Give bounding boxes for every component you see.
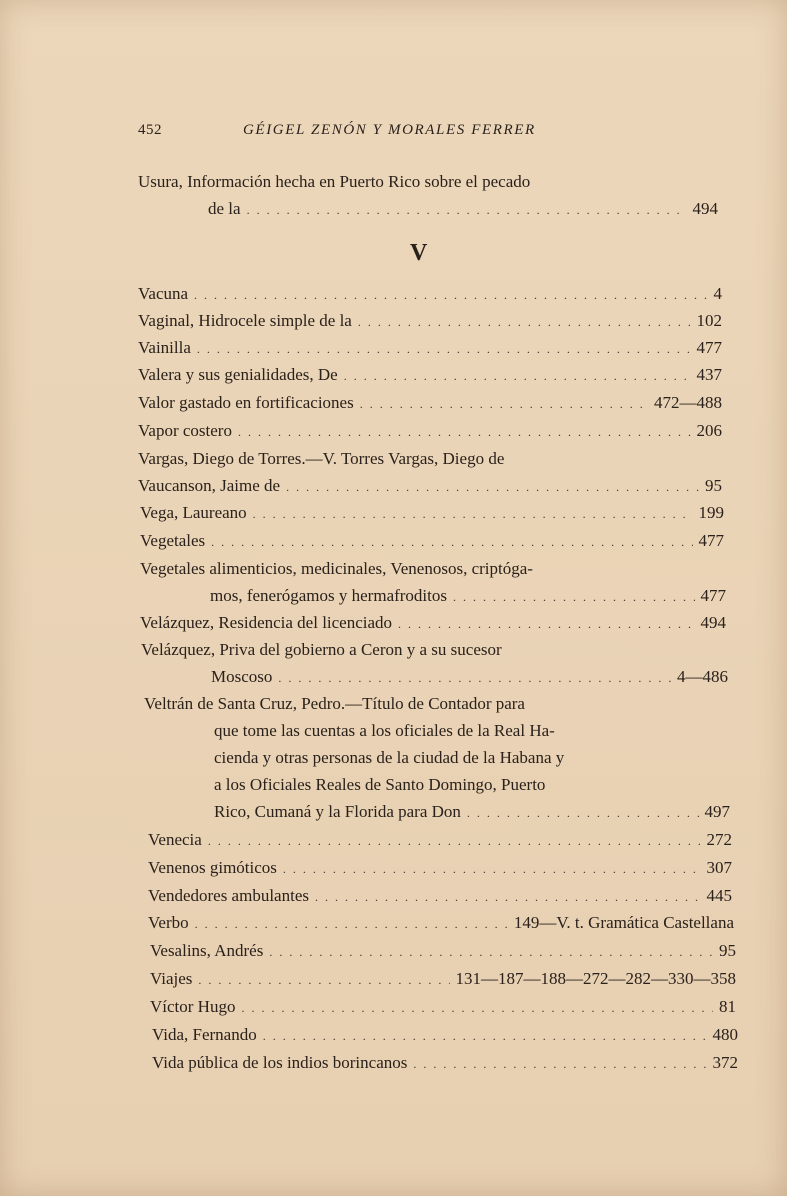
entry-text: que tome las cuentas a los oficiales de la Real Ha- [214, 721, 555, 740]
entry-line [138, 307, 722, 334]
index-entry [144, 690, 730, 825]
page-reference: 307 [706, 858, 732, 877]
leader-dots [238, 419, 691, 446]
entry-line [148, 826, 732, 853]
leader-dots [358, 309, 691, 336]
entry-text: Viajes [150, 969, 193, 988]
leader-dots [247, 197, 687, 224]
page-number: 452 [138, 122, 162, 138]
leader-dots [211, 529, 692, 556]
entry-text: Vegetales alimenticios, medicinales, Venenosos, criptóga- [140, 559, 533, 578]
page-reference: 477 [700, 586, 726, 605]
index-entry [138, 307, 722, 334]
entry-line [144, 744, 730, 771]
entry-line [138, 280, 722, 307]
entry-line [148, 882, 732, 909]
index-entry [138, 417, 722, 444]
entry-line [138, 445, 665, 472]
entry-line [138, 334, 722, 361]
leader-dots [278, 665, 671, 692]
page-reference: 437 [696, 365, 722, 384]
page-reference: 445 [706, 886, 732, 905]
entry-line [150, 965, 736, 992]
index-entry [138, 168, 718, 222]
entry-text: Vesalins, Andrés [150, 941, 264, 960]
page-reference: 199 [698, 503, 724, 522]
page-reference: 477 [696, 338, 722, 357]
entry-text: Valor gastado en fortificaciones [138, 393, 354, 412]
index-entry [138, 389, 722, 416]
leader-dots [283, 856, 701, 883]
entry-line [138, 361, 722, 388]
index-entry [138, 361, 722, 388]
entry-text: Moscoso [211, 667, 273, 686]
entry-line [138, 472, 722, 499]
entry-line [150, 993, 736, 1020]
entry-line [148, 909, 734, 936]
page-reference: 149—V. t. Gramática Castellana [513, 913, 734, 932]
page-reference: 494 [692, 199, 718, 218]
index-entry [140, 527, 724, 554]
entry-line [141, 636, 728, 663]
entry-text: Rico, Cumaná y la Florida para Don [214, 802, 461, 821]
page-reference: 206 [696, 421, 722, 440]
entry-text: Veltrán de Santa Cruz, Pedro.—Título de Contador para [144, 694, 525, 713]
leader-dots [344, 363, 691, 390]
entry-line [140, 527, 724, 554]
entry-line [140, 499, 724, 526]
entry-text: Vacuna [138, 284, 189, 303]
entry-line [140, 609, 726, 636]
entry-text: Venenos gimóticos [148, 858, 277, 877]
leader-dots [195, 911, 508, 938]
entry-line [152, 1021, 738, 1048]
index-entry [138, 472, 722, 499]
index-entry [138, 280, 722, 307]
entry-line [141, 663, 728, 690]
entry-text: Venecia [148, 830, 202, 849]
leader-dots [315, 884, 701, 911]
index-entry [148, 909, 734, 936]
entry-text: Víctor Hugo [150, 997, 236, 1016]
index-entry [150, 965, 736, 992]
entry-line [150, 937, 736, 964]
leader-dots [208, 828, 701, 855]
page-reference: 497 [704, 802, 730, 821]
page-reference: 4—486 [677, 667, 728, 686]
entry-text: Vaucanson, Jaime de [138, 476, 281, 495]
leader-dots [263, 1023, 707, 1050]
entry-line [144, 690, 730, 717]
index-entry [148, 854, 732, 881]
entry-text: Vargas, Diego de Torres.—V. Torres Vargas, Diego de [138, 449, 505, 468]
entry-line [152, 1049, 738, 1076]
entry-text: Vegetales [140, 531, 206, 550]
running-title: GÉIGEL ZENÓN Y MORALES FERRER [243, 122, 536, 138]
entry-line [144, 798, 730, 825]
entry-text: cienda y otras personas de la ciudad de la Habana y [214, 748, 565, 767]
entry-text: a los Oficiales Reales de Santo Domingo, Puerto [214, 775, 546, 794]
entry-line [138, 389, 722, 416]
entry-line [144, 717, 730, 744]
entry-text: mos, fenerógamos y hermafroditos [210, 586, 447, 605]
entry-line [140, 582, 726, 609]
page-reference: 494 [700, 613, 726, 632]
leader-dots [269, 939, 713, 966]
index-entry [140, 499, 724, 526]
entry-line [138, 417, 722, 444]
entry-text: Vega, Laureano [140, 503, 247, 522]
index-entry [140, 555, 726, 609]
entry-text: Vainilla [138, 338, 191, 357]
entry-text: Vaginal, Hidrocele simple de la [138, 311, 352, 330]
index-entry [148, 826, 732, 853]
leader-dots [198, 967, 449, 994]
entry-text: Vendedores ambulantes [148, 886, 309, 905]
entry-text: Velázquez, Priva del gobierno a Ceron y a su sucesor [141, 640, 502, 659]
leader-dots [197, 336, 691, 363]
index-entry [150, 937, 736, 964]
page-reference: 4 [713, 284, 722, 303]
index-entry [138, 445, 665, 472]
leader-dots [253, 501, 693, 528]
index-entry [152, 1049, 738, 1076]
page-reference: 95 [719, 941, 736, 960]
page-reference: 131—187—188—272—282—330—358 [455, 969, 736, 988]
entry-text: Verbo [148, 913, 189, 932]
entry-text: de la [208, 199, 241, 218]
entry-line [140, 555, 726, 582]
index-entry [140, 609, 726, 636]
entry-text: Usura, Información hecha en Puerto Rico sobre el pecado [138, 172, 531, 191]
index-entry [148, 882, 732, 909]
page-reference: 472—488 [654, 393, 722, 412]
page-reference: 81 [719, 997, 736, 1016]
entry-text: Valera y sus genialidades, De [138, 365, 338, 384]
entry-line [148, 854, 732, 881]
leader-dots [241, 995, 713, 1022]
page-reference: 477 [698, 531, 724, 550]
page-reference: 102 [696, 311, 722, 330]
leader-dots [453, 584, 695, 611]
entry-text: Vida, Fernando [152, 1025, 257, 1044]
leader-dots [413, 1051, 706, 1078]
page-reference: 272 [706, 830, 732, 849]
page-reference: 95 [705, 476, 722, 495]
index-entry [141, 636, 728, 690]
index-entry [150, 993, 736, 1020]
entry-text: Velázquez, Residencia del licenciado [140, 613, 393, 632]
page-reference: 480 [712, 1025, 738, 1044]
entry-line [138, 195, 718, 222]
leader-dots [194, 282, 707, 309]
leader-dots [286, 474, 699, 501]
index-entry [152, 1021, 738, 1048]
index-entry [138, 334, 722, 361]
leader-dots [398, 611, 694, 638]
page-reference: 372 [712, 1053, 738, 1072]
entry-text: Vida pública de los indios borincanos [152, 1053, 408, 1072]
leader-dots [360, 391, 648, 418]
entry-line [144, 771, 730, 798]
leader-dots [467, 800, 699, 827]
entry-line [138, 168, 718, 195]
section-letter: V [410, 240, 428, 266]
entry-text: Vapor costero [138, 421, 232, 440]
